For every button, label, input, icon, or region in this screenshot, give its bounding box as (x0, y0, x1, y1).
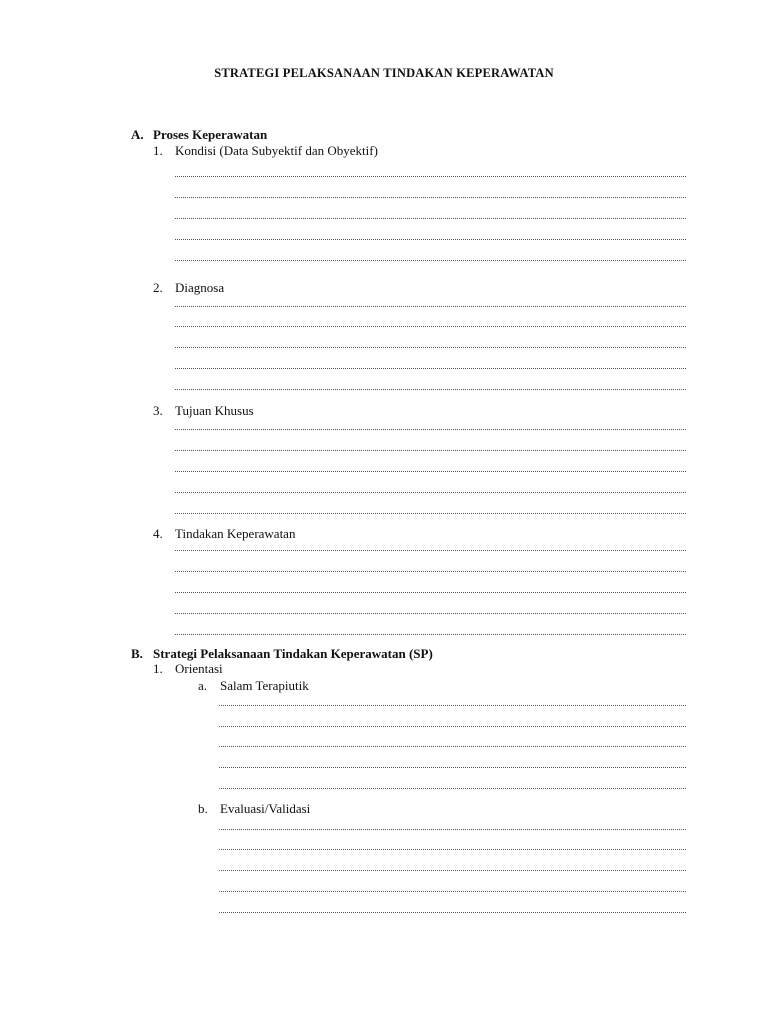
item-orientasi-label: Orientasi (175, 661, 223, 676)
dotted-answer-line (175, 218, 686, 219)
dotted-answer-line (175, 450, 686, 451)
item-kondisi-label: Kondisi (Data Subyektif dan Obyektif) (175, 143, 378, 158)
dotted-answer-line (175, 260, 686, 261)
dotted-answer-line (175, 429, 686, 430)
dotted-answer-line (175, 592, 686, 593)
item-tujuan-khusus-marker: 3. (153, 403, 163, 418)
dotted-answer-line (219, 870, 686, 871)
item-diagnosa (153, 280, 224, 296)
section-b-heading (131, 646, 433, 662)
item-tindakan-label: Tindakan Keperawatan (175, 526, 296, 541)
dotted-answer-line (175, 613, 686, 614)
item-tujuan-khusus-label: Tujuan Khusus (175, 403, 254, 418)
dotted-answer-line (219, 829, 686, 830)
subitem-salam-terapiutik (198, 678, 309, 694)
dotted-answer-line (175, 326, 686, 327)
dotted-answer-line (219, 849, 686, 850)
section-a-title: Proses Keperawatan (153, 127, 268, 142)
subitem-salam-label: Salam Terapiutik (220, 678, 309, 693)
dotted-answer-line (175, 389, 686, 390)
dotted-answer-line (219, 705, 686, 706)
item-tindakan-marker: 4. (153, 526, 163, 541)
item-kondisi-marker: 1. (153, 143, 163, 158)
subitem-evaluasi-label: Evaluasi/Validasi (220, 801, 311, 816)
item-diagnosa-label: Diagnosa (175, 280, 225, 295)
subitem-evaluasi-validasi (198, 801, 310, 817)
dotted-answer-line (219, 746, 686, 747)
dotted-answer-line (219, 891, 686, 892)
dotted-answer-line (219, 788, 686, 789)
item-tindakan-keperawatan (153, 526, 295, 542)
section-b-title: Strategi Pelaksanaan Tindakan Keperawatan (SP) (153, 646, 433, 661)
dotted-answer-line (175, 513, 686, 514)
dotted-answer-line (175, 550, 686, 551)
subitem-evaluasi-marker: b. (198, 801, 208, 816)
item-tujuan-khusus (153, 403, 254, 419)
dotted-answer-line (219, 726, 686, 727)
section-b-marker: B. (131, 646, 143, 661)
dotted-answer-line (175, 239, 686, 240)
dotted-answer-line (175, 368, 686, 369)
dotted-answer-line (219, 767, 686, 768)
item-orientasi-marker: 1. (153, 661, 163, 676)
dotted-answer-line (175, 471, 686, 472)
item-orientasi (153, 661, 223, 677)
dotted-answer-line (219, 912, 686, 913)
dotted-answer-line (175, 347, 686, 348)
document-title: STRATEGI PELAKSANAAN TINDAKAN KEPERAWATAN (214, 66, 554, 80)
item-diagnosa-marker: 2. (153, 280, 163, 295)
section-a-heading (131, 127, 267, 143)
section-a-marker: A. (131, 127, 144, 142)
dotted-answer-line (175, 197, 686, 198)
dotted-answer-line (175, 492, 686, 493)
subitem-salam-marker: a. (198, 678, 208, 693)
dotted-answer-line (175, 306, 686, 307)
dotted-answer-line (175, 571, 686, 572)
item-kondisi (153, 143, 378, 159)
dotted-answer-line (175, 634, 686, 635)
dotted-answer-line (175, 176, 686, 177)
